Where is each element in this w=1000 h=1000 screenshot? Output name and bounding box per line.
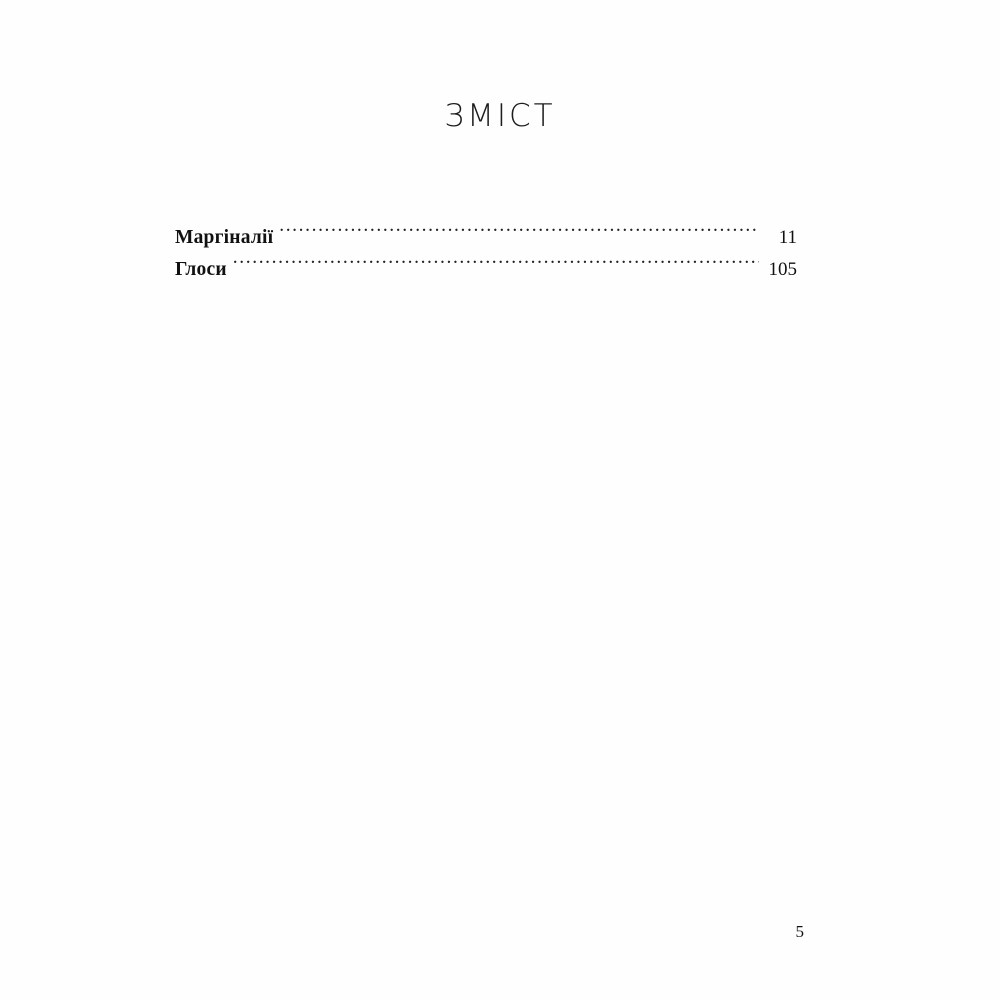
page-number: 5 [795,922,804,941]
list-item[interactable] [175,254,797,286]
toc-entry-label: Маргіналії [175,227,274,248]
toc-entry-page: 105 [768,259,797,280]
table-of-contents [175,222,797,286]
dot-leader [279,224,759,244]
toc-entry-page: 11 [778,227,797,248]
list-item[interactable] [175,222,797,254]
page-title: ЗМІСТ [444,98,556,134]
dot-leader [233,256,759,276]
toc-entry-label: Глоси [175,259,227,280]
